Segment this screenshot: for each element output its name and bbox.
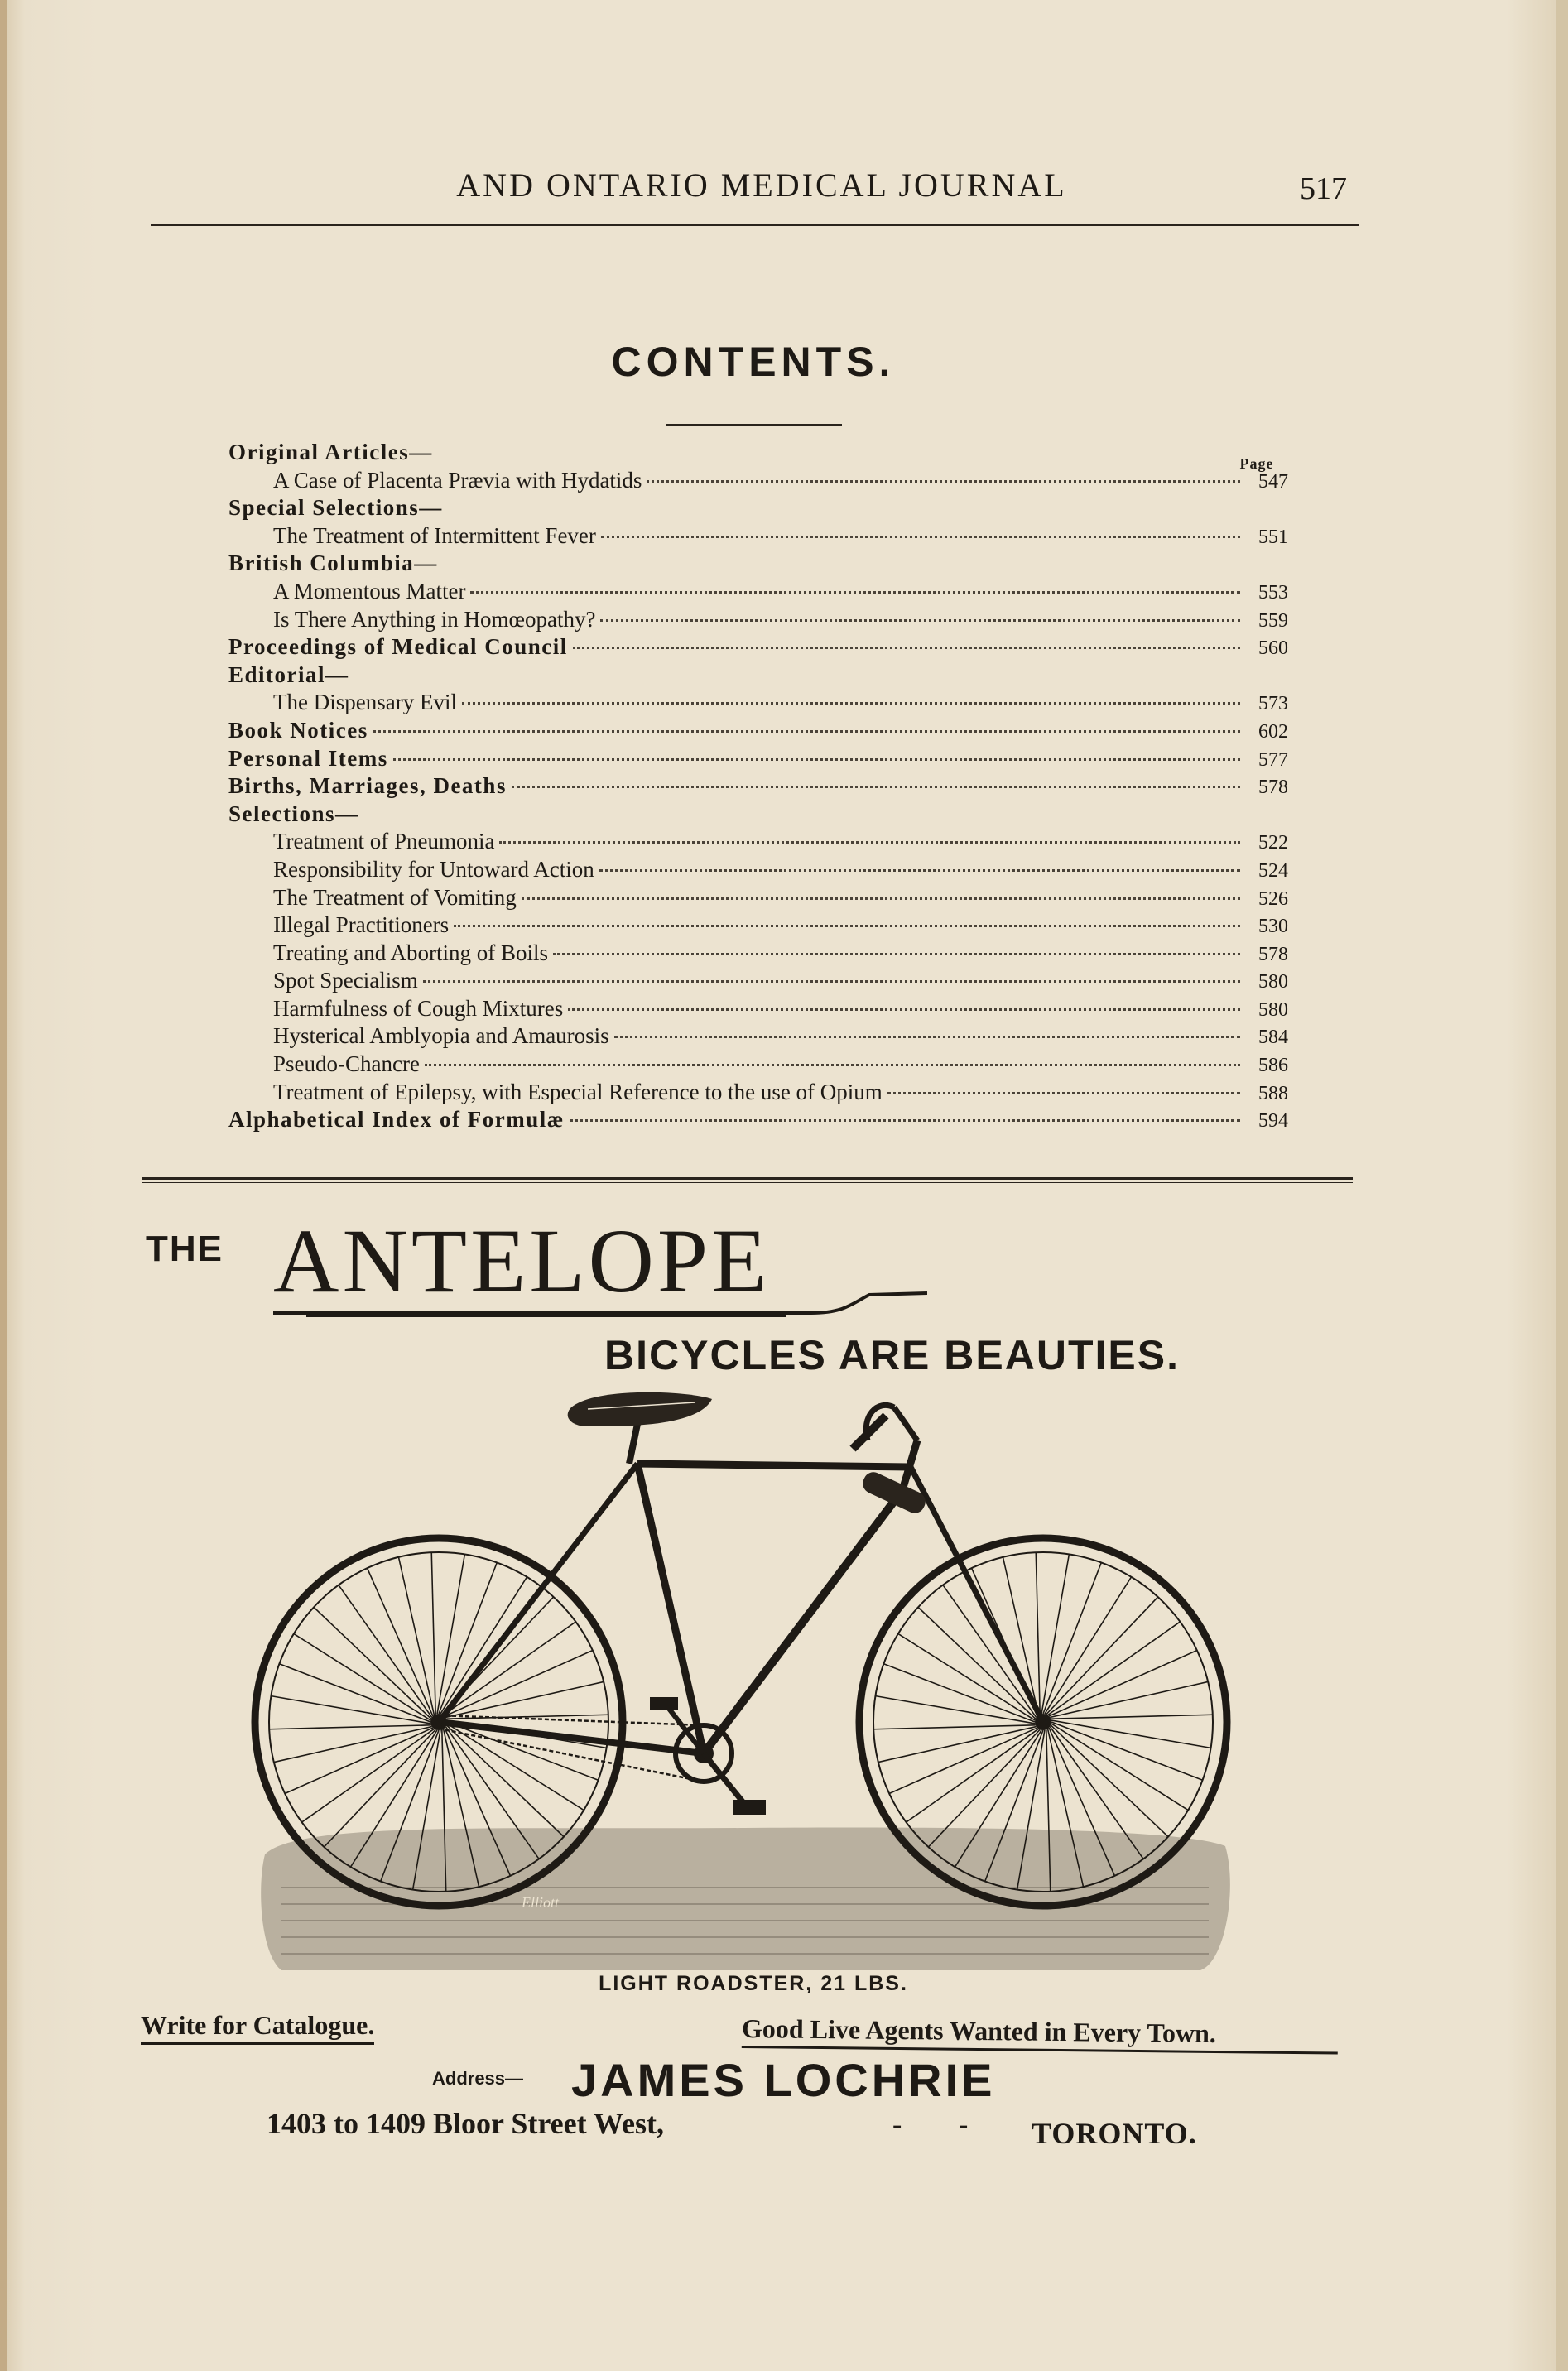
wheel-spoke <box>907 1729 1039 1822</box>
contents-entry <box>228 606 1288 634</box>
contents-entry-page: 530 <box>1258 916 1288 938</box>
ad-catalogue-note: Write for Catalogue. <box>141 2010 374 2045</box>
wheel-spoke <box>285 1728 433 1793</box>
contents-section <box>228 717 1288 745</box>
dot-leader <box>568 1008 1240 1011</box>
dot-leader <box>454 925 1240 927</box>
contents-entry-title: Treatment of Pneumonia <box>273 829 495 854</box>
contents-entry <box>228 940 1288 968</box>
contents-entry <box>228 1079 1288 1107</box>
contents-entry-title: Is There Anything in Homœopathy? <box>273 606 596 632</box>
dot-leader <box>573 647 1240 649</box>
contents-entry-page: 594 <box>1258 1110 1288 1133</box>
dot-leader <box>393 758 1240 761</box>
contents-entry-title: Treatment of Epilepsy, with Especial Reference to the use of Opium <box>273 1079 883 1104</box>
dot-leader <box>512 786 1240 788</box>
wheel-spoke <box>1041 1554 1069 1714</box>
bicycle-illustration <box>248 1391 1242 1970</box>
contents-entry-title: Editorial— <box>228 661 349 687</box>
ad-the: THE <box>146 1229 224 1269</box>
contents-entry-title: Hysterical Amblyopia and Amaurosis <box>273 1023 609 1049</box>
contents-entry-page: 580 <box>1258 971 1288 993</box>
contents-entry-title: A Momentous Matter <box>273 578 466 604</box>
contents-section <box>228 772 1288 801</box>
contents-title-rule <box>666 424 842 426</box>
ad-model-caption: LIGHT ROADSTER, 21 LBS. <box>599 1972 908 1995</box>
contents-entry-title: Harmfulness of Cough Mixtures <box>273 995 564 1021</box>
contents-entry-page: 559 <box>1258 609 1288 632</box>
wheel-spoke <box>943 1585 1037 1718</box>
wheel-spoke <box>368 1568 433 1716</box>
contents-entry-title: Selections— <box>228 801 359 826</box>
ad-street-address: 1403 to 1409 Bloor Street West, <box>267 2107 664 2140</box>
wheel-spoke <box>873 1725 1036 1729</box>
dot-leader <box>599 869 1240 872</box>
dot-leader <box>647 480 1240 483</box>
dot-leader <box>887 1092 1240 1094</box>
wheel-spoke <box>1048 1622 1181 1715</box>
contents-section <box>228 633 1288 661</box>
contents-entry <box>228 689 1288 717</box>
dot-leader <box>553 953 1240 955</box>
ad-address-dash: - <box>892 2109 902 2140</box>
contents-entry-title: The Dispensary Evil <box>273 690 457 715</box>
contents-entry-title: British Columbia— <box>228 551 438 576</box>
contents-entry-page: 578 <box>1258 777 1288 799</box>
running-head: AND ONTARIO MEDICAL JOURNAL <box>456 166 1067 204</box>
wheel-spoke <box>398 1557 434 1715</box>
contents-entry-title: Treating and Aborting of Boils <box>273 940 549 965</box>
dot-leader <box>470 591 1240 594</box>
contents-entry-page: 524 <box>1258 859 1288 882</box>
wheel-spoke <box>889 1728 1037 1793</box>
dot-leader <box>570 1119 1240 1122</box>
contents-entry <box>228 856 1288 884</box>
contents-entry-page: 551 <box>1258 526 1288 548</box>
contents-section <box>228 494 1288 522</box>
dot-leader <box>601 536 1240 538</box>
contents-list <box>228 439 1288 1134</box>
contents-entry-page: 588 <box>1258 1082 1288 1104</box>
dot-leader <box>600 619 1240 622</box>
contents-entry-page: 586 <box>1258 1055 1288 1077</box>
contents-entry <box>228 1051 1288 1079</box>
contents-entry-page: 573 <box>1258 693 1288 715</box>
wheel-spoke <box>444 1622 576 1715</box>
section-rule <box>142 1177 1353 1180</box>
contents-section <box>228 661 1288 690</box>
wheel-spoke <box>1050 1681 1208 1717</box>
contents-section <box>228 1106 1288 1134</box>
contents-entry-page: 602 <box>1258 720 1288 743</box>
contents-entry-title: Illegal Practitioners <box>273 912 450 938</box>
contents-entry-page: 526 <box>1258 887 1288 910</box>
contents-entry <box>228 911 1288 940</box>
contents-section <box>228 439 1288 467</box>
ad-brand-swash <box>273 1288 927 1318</box>
ad-tagline: BICYCLES ARE BEAUTIES. <box>604 1332 1181 1378</box>
page-column-label: Page <box>1239 455 1274 472</box>
saddle <box>568 1392 712 1426</box>
dot-leader <box>522 897 1240 900</box>
dot-leader <box>462 702 1240 705</box>
contents-entry <box>228 467 1288 495</box>
dot-leader <box>373 730 1240 733</box>
contents-entry-title: Special Selections— <box>228 495 443 521</box>
contents-title: CONTENTS. <box>611 339 896 385</box>
contents-entry-title: Alphabetical Index of Formulæ <box>228 1107 565 1133</box>
wheel-spoke <box>269 1725 431 1729</box>
ad-address-label: Address— <box>432 2068 524 2089</box>
contents-section <box>228 745 1288 773</box>
ad-city: TORONTO. <box>1032 2117 1197 2150</box>
ad-address-dash: - <box>959 2109 969 2140</box>
dot-leader <box>499 841 1240 844</box>
page-fore-edge <box>1556 0 1568 2371</box>
dot-leader <box>423 980 1240 983</box>
wheel-spoke <box>274 1727 432 1763</box>
contents-entry-title: Proceedings of Medical Council <box>228 634 568 660</box>
contents-section <box>228 550 1288 578</box>
contents-entry-page: 584 <box>1258 1027 1288 1049</box>
contents-entry-title: Responsibility for Untoward Action <box>273 856 594 882</box>
wheel-spoke <box>1049 1651 1197 1716</box>
contents-entry <box>228 995 1288 1023</box>
section-rule-thin <box>142 1182 1353 1183</box>
contents-entry-title: Original Articles— <box>228 440 433 464</box>
contents-section <box>228 801 1288 829</box>
contents-entry-title: The Treatment of Intermittent Fever <box>273 522 596 548</box>
contents-entry-title: Book Notices <box>228 717 368 743</box>
wheel-spoke <box>875 1696 1035 1724</box>
contents-entry <box>228 884 1288 912</box>
contents-entry-title: Personal Items <box>228 745 388 771</box>
contents-entry-title: Spot Specialism <box>273 968 418 993</box>
ad-brand-name: ANTELOPE <box>273 1210 771 1311</box>
contents-entry-page: 577 <box>1258 748 1288 771</box>
dot-leader <box>425 1064 1240 1066</box>
header-rule <box>151 224 1359 226</box>
wheel-spoke <box>1003 1557 1038 1715</box>
contents-entry-page: 580 <box>1258 998 1288 1021</box>
wheel-spoke <box>1051 1715 1213 1719</box>
contents-entry-page: 553 <box>1258 581 1288 604</box>
ad-agents-note: Good Live Agents Wanted in Every Town. <box>742 2013 1338 2055</box>
wheel-spoke <box>302 1729 435 1822</box>
contents-entry <box>228 967 1288 995</box>
contents-entry-page: 578 <box>1258 943 1288 965</box>
wheel-spoke <box>271 1696 430 1724</box>
wheel-spoke <box>339 1585 432 1718</box>
wheel-spoke <box>445 1681 604 1717</box>
page-number: 517 <box>1300 171 1347 206</box>
wheel-spoke <box>431 1552 435 1715</box>
contents-entry <box>228 1022 1288 1051</box>
contents-entry <box>228 522 1288 551</box>
dot-leader <box>614 1036 1240 1038</box>
contents-entry-page: 547 <box>1258 470 1288 493</box>
wheel-spoke <box>1051 1720 1211 1748</box>
contents-entry <box>228 578 1288 606</box>
ad-advertiser-name: JAMES LOCHRIE <box>571 2054 996 2106</box>
contents-entry-title: The Treatment of Vomiting <box>273 884 517 910</box>
artist-signature: Elliott <box>522 1894 559 1911</box>
contents-entry-title: Births, Marriages, Deaths <box>228 773 507 799</box>
contents-entry-title: A Case of Placenta Prævia with Hydatids <box>273 467 642 493</box>
contents-entry-title: Pseudo-Chancre <box>273 1051 420 1077</box>
wheel-spoke <box>1036 1552 1040 1715</box>
contents-entry-page: 560 <box>1258 637 1288 660</box>
contents-entry-page: 522 <box>1258 832 1288 854</box>
contents-entry <box>228 828 1288 856</box>
wheel-spoke <box>878 1727 1037 1763</box>
